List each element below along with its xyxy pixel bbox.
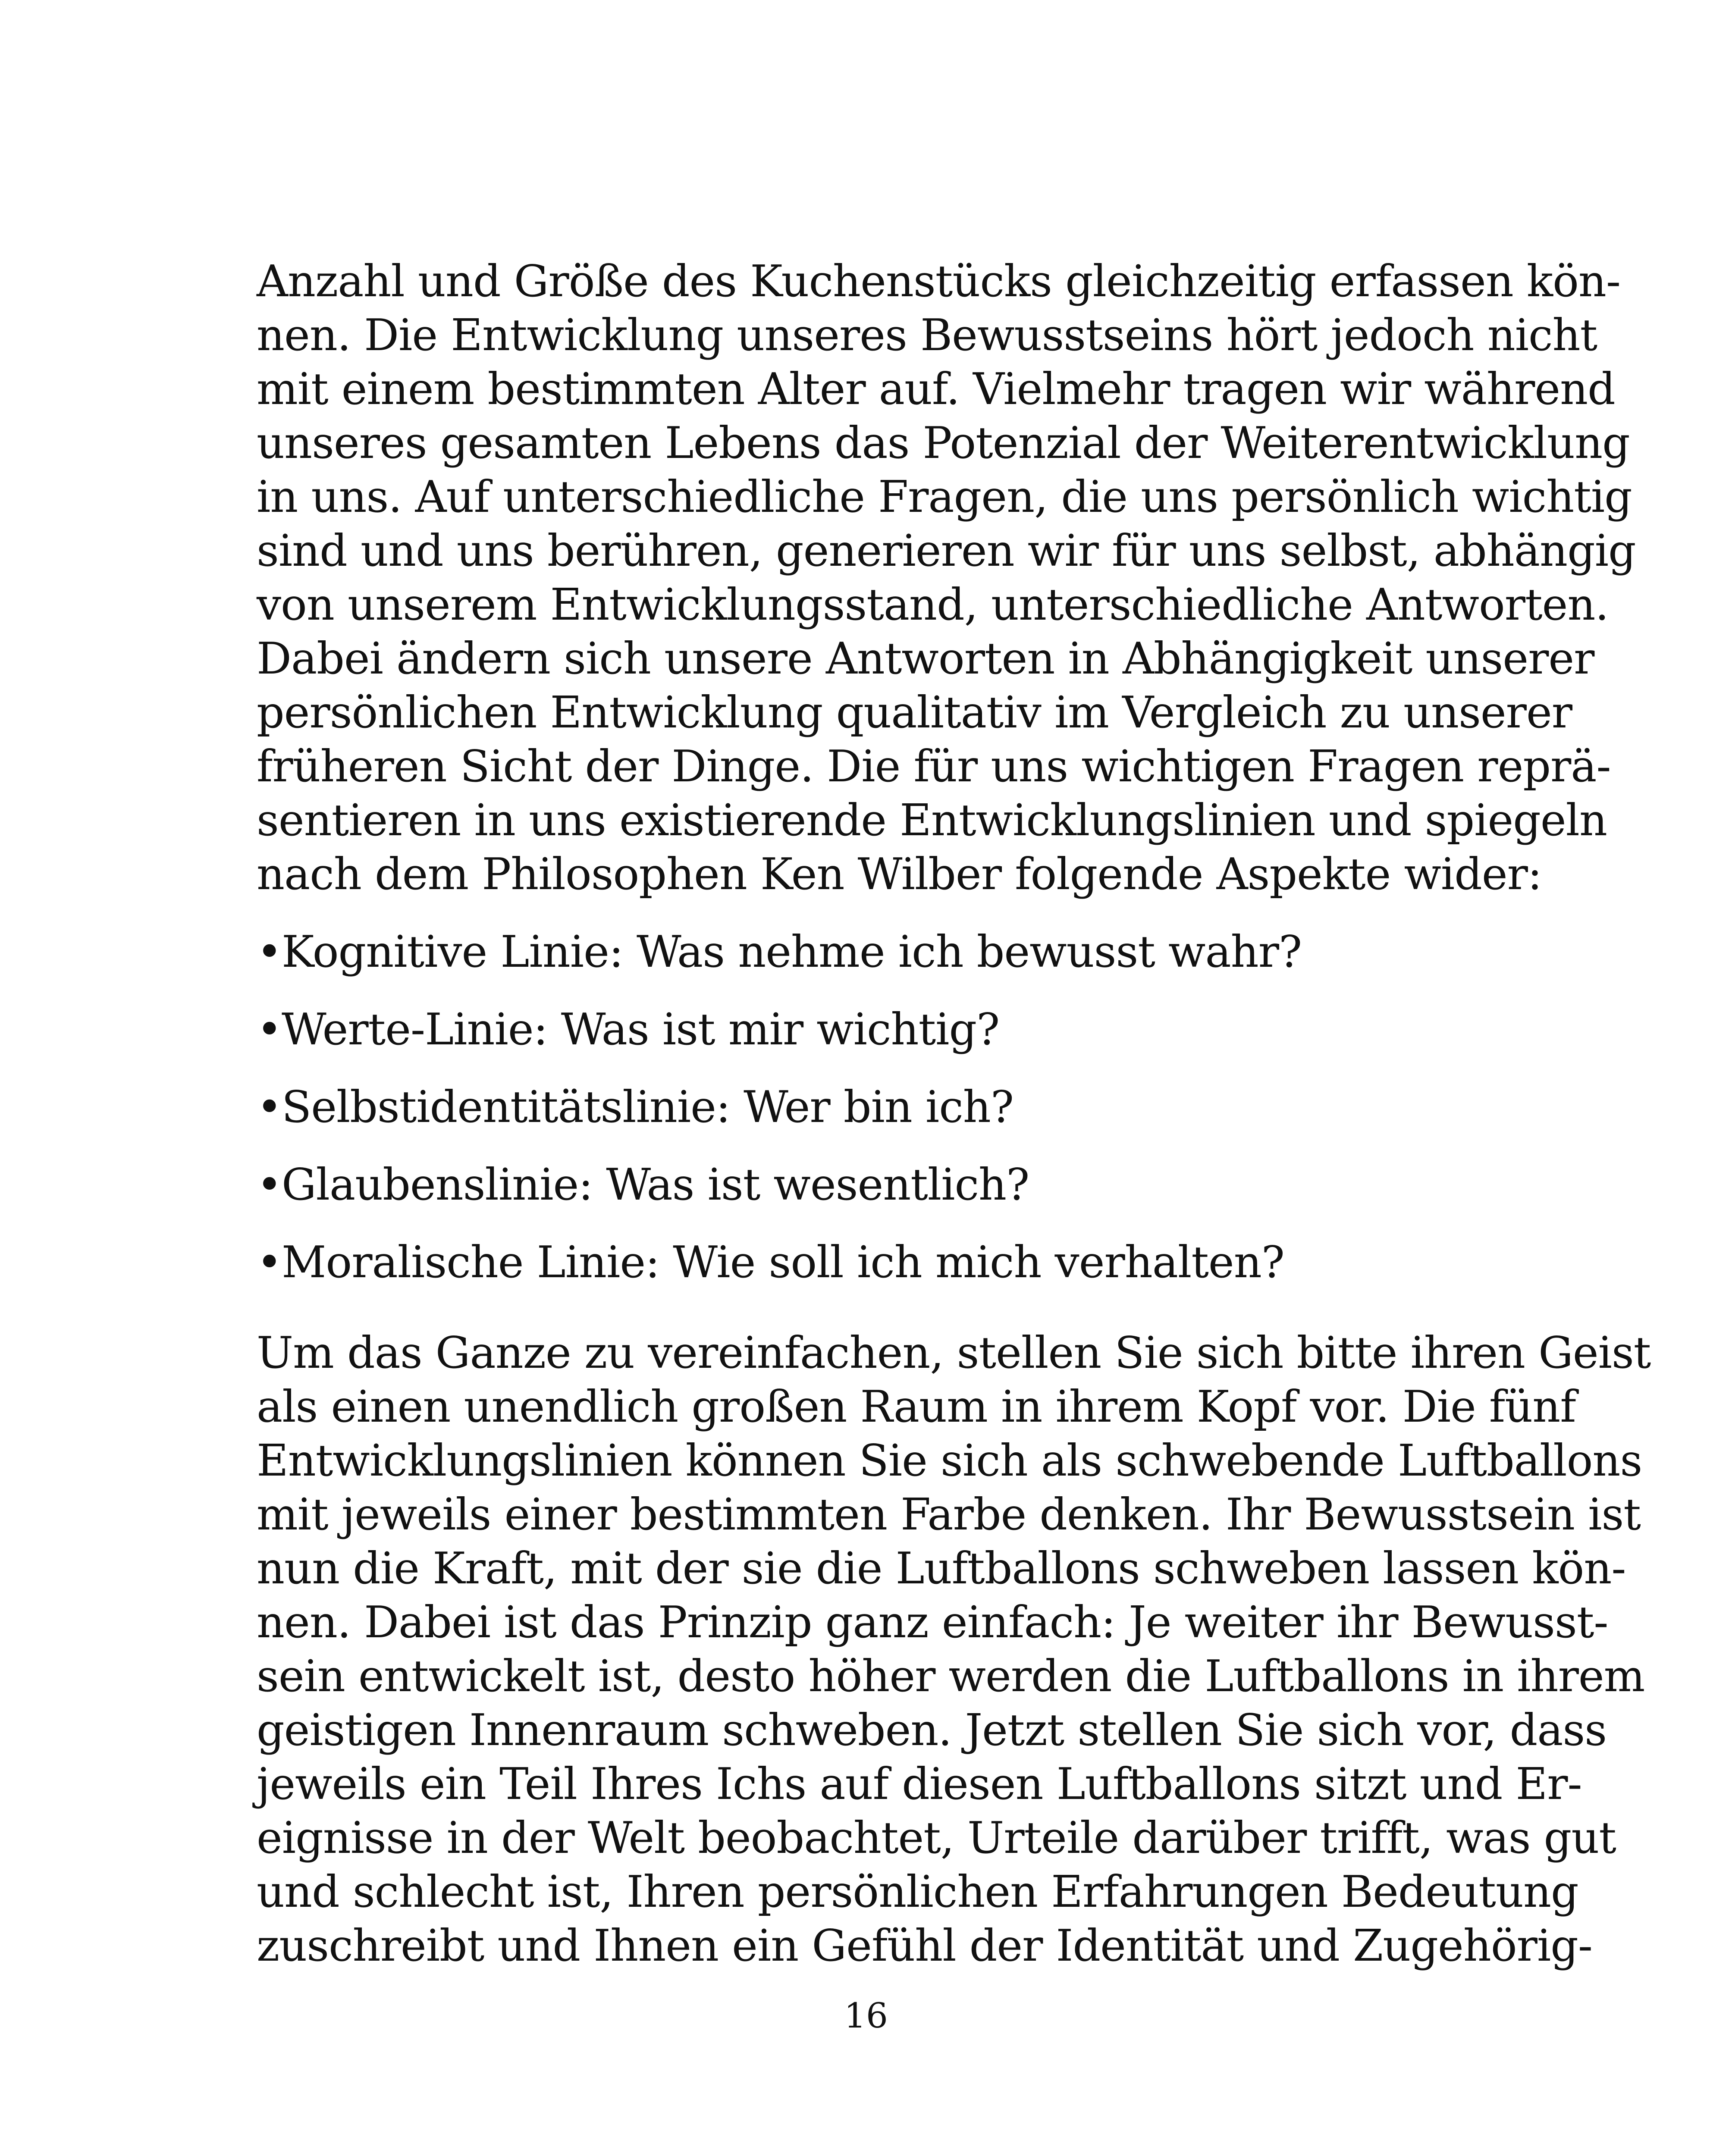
development-lines-list [257,925,1464,1313]
text-line: früheren Sicht der Dinge. Die für uns wichtigen Fragen reprä- [257,741,1611,792]
text-line: zuschreibt und Ihnen ein Gefühl der Identität und Zugehörig- [257,1920,1593,1971]
paragraph-intro [257,254,1636,901]
list-item [257,1080,1464,1158]
bullet-icon: • [257,1081,282,1132]
list-item-text: Moralische Linie: Wie soll ich mich verhalten? [282,1237,1284,1288]
bullet-icon: • [257,1237,282,1288]
list-item [257,1235,1464,1313]
text-line: sind und uns berühren, generieren wir für uns selbst, abhängig [257,525,1636,576]
list-item [257,1158,1464,1235]
text-line: eignisse in der Welt beobachtet, Urteile darüber trifft, was gut [257,1812,1616,1863]
text-line: geistigen Innenraum schweben. Jetzt stellen Sie sich vor, dass [257,1705,1607,1755]
bullet-icon: • [257,926,282,977]
text-line: sentieren in uns existierende Entwicklungslinien und spiegeln [257,795,1607,846]
text-line: nach dem Philosophen Ken Wilber folgende Aspekte wider: [257,849,1542,899]
bullet-icon: • [257,1159,282,1210]
list-item [257,925,1464,1003]
list-item-text: Selbstidentitätslinie: Wer bin ich? [282,1081,1013,1132]
bullet-icon: • [257,1004,282,1055]
text-line: von unserem Entwicklungsstand, unterschiedliche Antworten. [257,579,1609,630]
paragraph-balloons [257,1326,1651,1973]
list-item-text: Kognitive Linie: Was nehme ich bewusst wahr? [282,926,1302,977]
list-item-text: Werte-Linie: Was ist mir wichtig? [282,1004,1000,1055]
text-line: Dabei ändern sich unsere Antworten in Abhängigkeit unserer [257,633,1594,684]
text-line: mit einem bestimmten Alter auf. Vielmehr tragen wir während [257,364,1615,414]
text-line: als einen unendlich großen Raum in ihrem Kopf vor. Die fünf [257,1381,1576,1432]
text-line: Um das Ganze zu vereinfachen, stellen Sie sich bitte ihren Geist [257,1327,1651,1378]
text-line: unseres gesamten Lebens das Potenzial der Weiterentwicklung [257,417,1630,468]
text-line: persönlichen Entwicklung qualitativ im Vergleich zu unserer [257,687,1572,738]
text-line: mit jeweils einer bestimmten Farbe denken. Ihr Bewusstsein ist [257,1489,1641,1540]
page-number: 16 [844,1996,888,2036]
text-line: Anzahl und Größe des Kuchenstücks gleichzeitig erfassen kön- [257,256,1621,307]
text-line: nun die Kraft, mit der sie die Luftballons schweben lassen kön- [257,1543,1626,1594]
text-line: nen. Dabei ist das Prinzip ganz einfach: Je weiter ihr Bewusst- [257,1597,1608,1648]
list-item [257,1003,1464,1080]
text-line: Entwicklungslinien können Sie sich als schwebende Luftballons [257,1435,1642,1486]
text-line: in uns. Auf unterschiedliche Fragen, die uns persönlich wichtig [257,471,1632,522]
text-line: jeweils ein Teil Ihres Ichs auf diesen Luftballons sitzt und Er- [257,1758,1582,1809]
text-line: nen. Die Entwicklung unseres Bewusstseins hört jedoch nicht [257,310,1597,360]
text-line: und schlecht ist, Ihren persönlichen Erfahrungen Bedeutung [257,1866,1578,1917]
text-line: sein entwickelt ist, desto höher werden die Luftballons in ihrem [257,1651,1645,1702]
list-item-text: Glaubenslinie: Was ist wesentlich? [282,1159,1029,1210]
